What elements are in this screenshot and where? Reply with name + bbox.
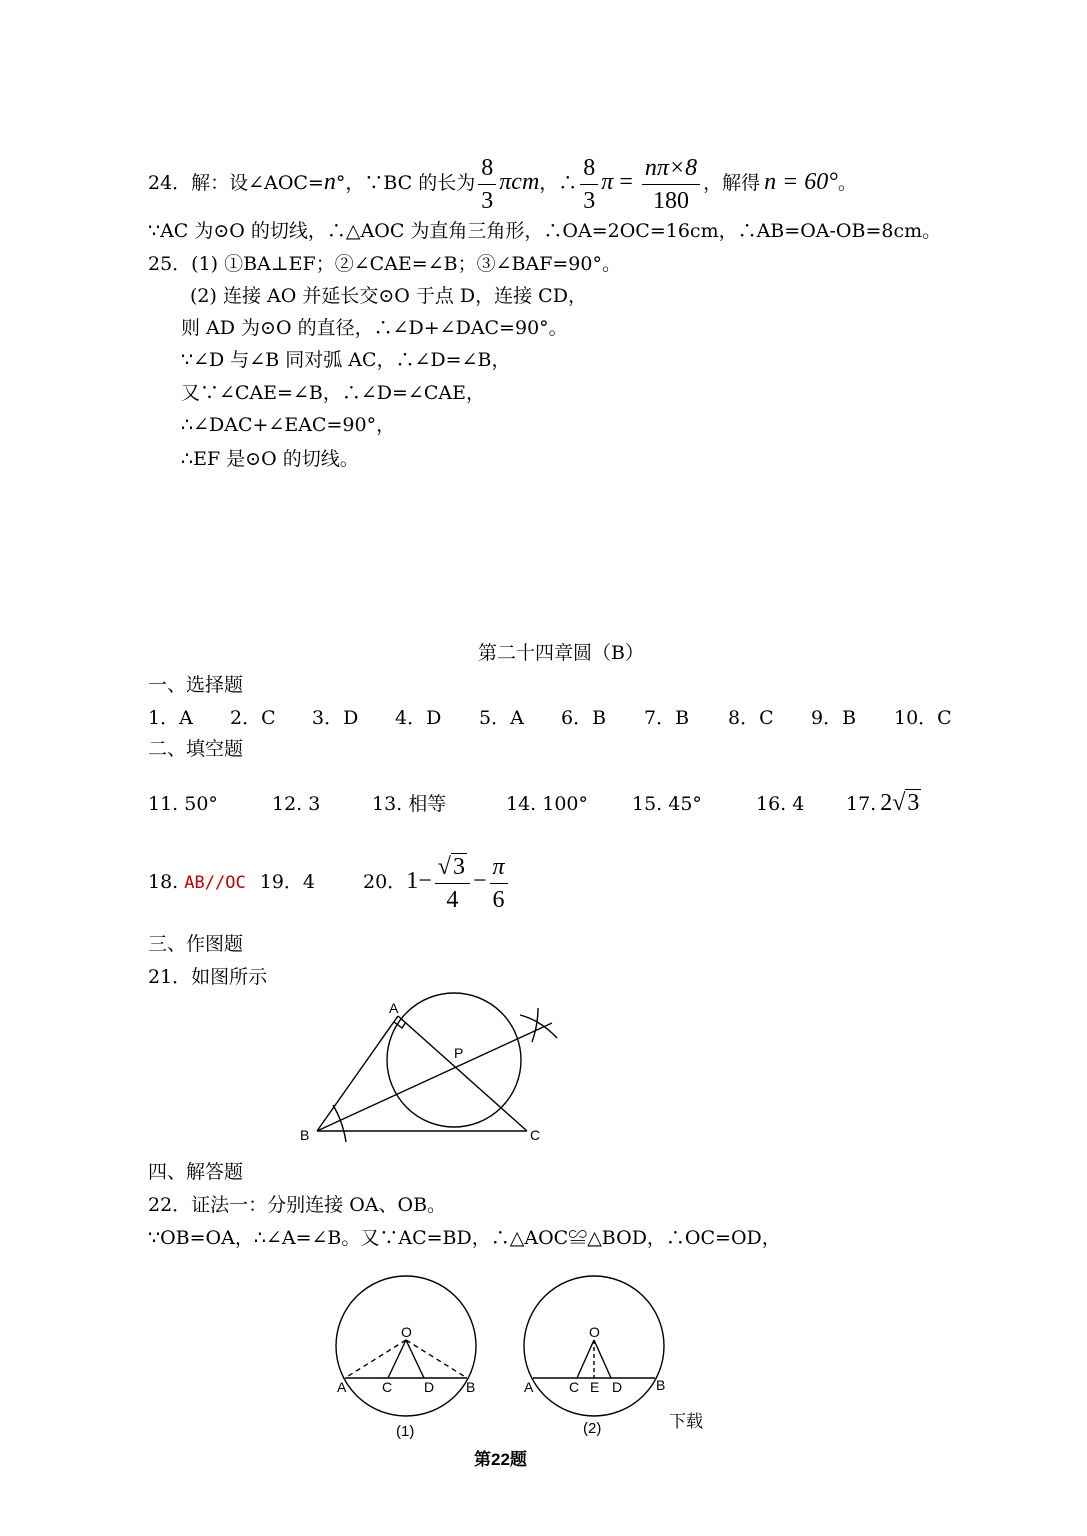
q24-line2: ∵AC 为⊙O 的切线，∴△AOC 为直角三角形，∴OA=2OC=16cm，∴AB=OA-OB=8cm。 bbox=[148, 220, 942, 242]
answer-13: 13. 相等 bbox=[372, 793, 447, 815]
answer-3: 3．D bbox=[312, 707, 359, 729]
q25-line6: ∴∠DAC+∠EAC=90°， bbox=[181, 414, 396, 436]
answer-11: 11. 50° bbox=[148, 793, 218, 815]
q24-frac3-num: nπ×8 bbox=[642, 152, 700, 185]
q21-text: 21．如图所示 bbox=[148, 966, 268, 988]
answer-19: 19．4 bbox=[259, 871, 315, 893]
answer-7: 7．B bbox=[644, 707, 690, 729]
answer-14: 14. 100° bbox=[506, 793, 589, 815]
fig22-2-label-o: O bbox=[589, 1324, 600, 1340]
q24-frac1-num: 8 bbox=[478, 152, 496, 185]
answer-20-frac1-den: 4 bbox=[446, 886, 459, 913]
answer-17-label: 17. bbox=[846, 793, 877, 815]
answer-20-minus-1: − bbox=[418, 868, 432, 894]
fig22-2-label-d: D bbox=[612, 1379, 623, 1395]
q24-sep: ，∴ bbox=[539, 172, 578, 194]
answer-8: 8．C bbox=[728, 707, 774, 729]
chapter-title: 第二十四章圆（B） bbox=[478, 642, 644, 664]
answer-20-minus-2: − bbox=[472, 868, 487, 894]
fig22-2-od bbox=[594, 1340, 611, 1378]
answer-15: 15. 45° bbox=[632, 793, 702, 815]
answer-20-label: 20． bbox=[363, 871, 407, 893]
answer-20-frac1-radicand: 3 bbox=[452, 853, 465, 880]
fig21-label-a: A bbox=[389, 1000, 399, 1016]
q24-equals: = bbox=[619, 169, 633, 195]
fig22-2-circle bbox=[524, 1276, 664, 1416]
section4-title: 四、解答题 bbox=[148, 1161, 244, 1183]
fig22-2-label-e: E bbox=[590, 1379, 600, 1395]
answer-1: 1．A bbox=[148, 707, 193, 729]
section1-title: 一、选择题 bbox=[148, 674, 244, 696]
answer-4: 4．D bbox=[395, 707, 442, 729]
fig22-2-label-a: A bbox=[524, 1379, 534, 1395]
section3-title: 三、作图题 bbox=[148, 933, 244, 955]
q24-n-var: n bbox=[323, 169, 336, 195]
q25-line4: ∵∠D 与∠B 同对弧 AC，∴∠D=∠B， bbox=[181, 349, 511, 371]
fig22-1-circle bbox=[336, 1276, 476, 1416]
answer-20-frac2-num: π bbox=[490, 851, 508, 884]
sqrt-icon: √ bbox=[892, 790, 906, 816]
answer-16: 16. 4 bbox=[756, 793, 805, 815]
q22-line2: ∵OB=OA，∴∠A=∠B。又∵AC=BD，∴△AOC≌△BOD，∴OC=OD， bbox=[148, 1227, 781, 1249]
fig22-1-label-o: O bbox=[401, 1324, 412, 1340]
fig21-label-b: B bbox=[300, 1127, 310, 1143]
q24-frac3-den: 180 bbox=[652, 187, 689, 214]
fig21-label-p: P bbox=[454, 1045, 464, 1061]
answer-20-frac2-den: 6 bbox=[492, 886, 505, 913]
q24-result: n = 60° bbox=[764, 169, 838, 195]
fig22-1-label-b: B bbox=[466, 1379, 476, 1395]
answer-12: 12. 3 bbox=[272, 793, 321, 815]
fig22-caption-1: (1) bbox=[396, 1423, 415, 1440]
sqrt-icon: √ bbox=[437, 853, 451, 880]
q22-line1: 22．证法一：分别连接 OA、OB。 bbox=[148, 1194, 447, 1216]
q24-n-unit: °，∵BC 的长为 bbox=[335, 172, 476, 194]
fig22-title: 第22题 bbox=[474, 1450, 527, 1469]
fig22-caption-2: (2) bbox=[583, 1420, 602, 1437]
fig22-1-label-d: D bbox=[424, 1379, 435, 1395]
q24-frac1-den: 3 bbox=[481, 187, 494, 214]
q25-line7: ∴EF 是⊙O 的切线。 bbox=[181, 448, 359, 470]
fig22-1-label-c: C bbox=[382, 1379, 393, 1395]
q24-end: 。 bbox=[837, 172, 857, 194]
q24-pi: π bbox=[601, 169, 614, 195]
q25-line5: 又∵∠CAE=∠B，∴∠D=∠CAE， bbox=[181, 382, 485, 404]
answer-2: 2．C bbox=[230, 707, 276, 729]
answer-9: 9．B bbox=[811, 707, 857, 729]
q25-line2: (2) 连接 AO 并延长交⊙O 于点 D，连接 CD， bbox=[190, 285, 587, 307]
q24-frac2-num: 8 bbox=[580, 152, 598, 185]
q24-solve-text: ，解得 bbox=[703, 172, 761, 194]
answer-17-coef: 2 bbox=[880, 790, 893, 816]
fig22-2-oc bbox=[577, 1340, 594, 1378]
fig22-download-label: 下载 bbox=[669, 1412, 703, 1431]
section2-title: 二、填空题 bbox=[148, 738, 244, 760]
answer-6: 6．B bbox=[561, 707, 607, 729]
answer-10: 10．C bbox=[894, 707, 952, 729]
q24-frac2-den: 3 bbox=[583, 187, 596, 214]
answer-20-one: 1 bbox=[406, 868, 419, 894]
q24-arc-length: πcm bbox=[499, 169, 540, 195]
answer-18-value: AB//OC bbox=[184, 873, 246, 893]
fig22-2-label-b: B bbox=[656, 1377, 666, 1393]
answer-18-label: 18. bbox=[148, 871, 179, 893]
answer-5: 5．A bbox=[479, 707, 524, 729]
answer-17-radicand: 3 bbox=[907, 790, 920, 816]
fig22-2-label-c: C bbox=[569, 1379, 580, 1395]
fig21-label-c: C bbox=[530, 1127, 541, 1143]
fig22-1-label-a: A bbox=[337, 1379, 347, 1395]
q25-line3: 则 AD 为⊙O 的直径，∴∠D+∠DAC=90°。 bbox=[181, 317, 568, 339]
q24-prefix: 24．解：设∠AOC= bbox=[148, 172, 324, 194]
q25-line1: 25．(1) ①BA⊥EF；②∠CAE=∠B；③∠BAF=90°。 bbox=[148, 253, 621, 275]
